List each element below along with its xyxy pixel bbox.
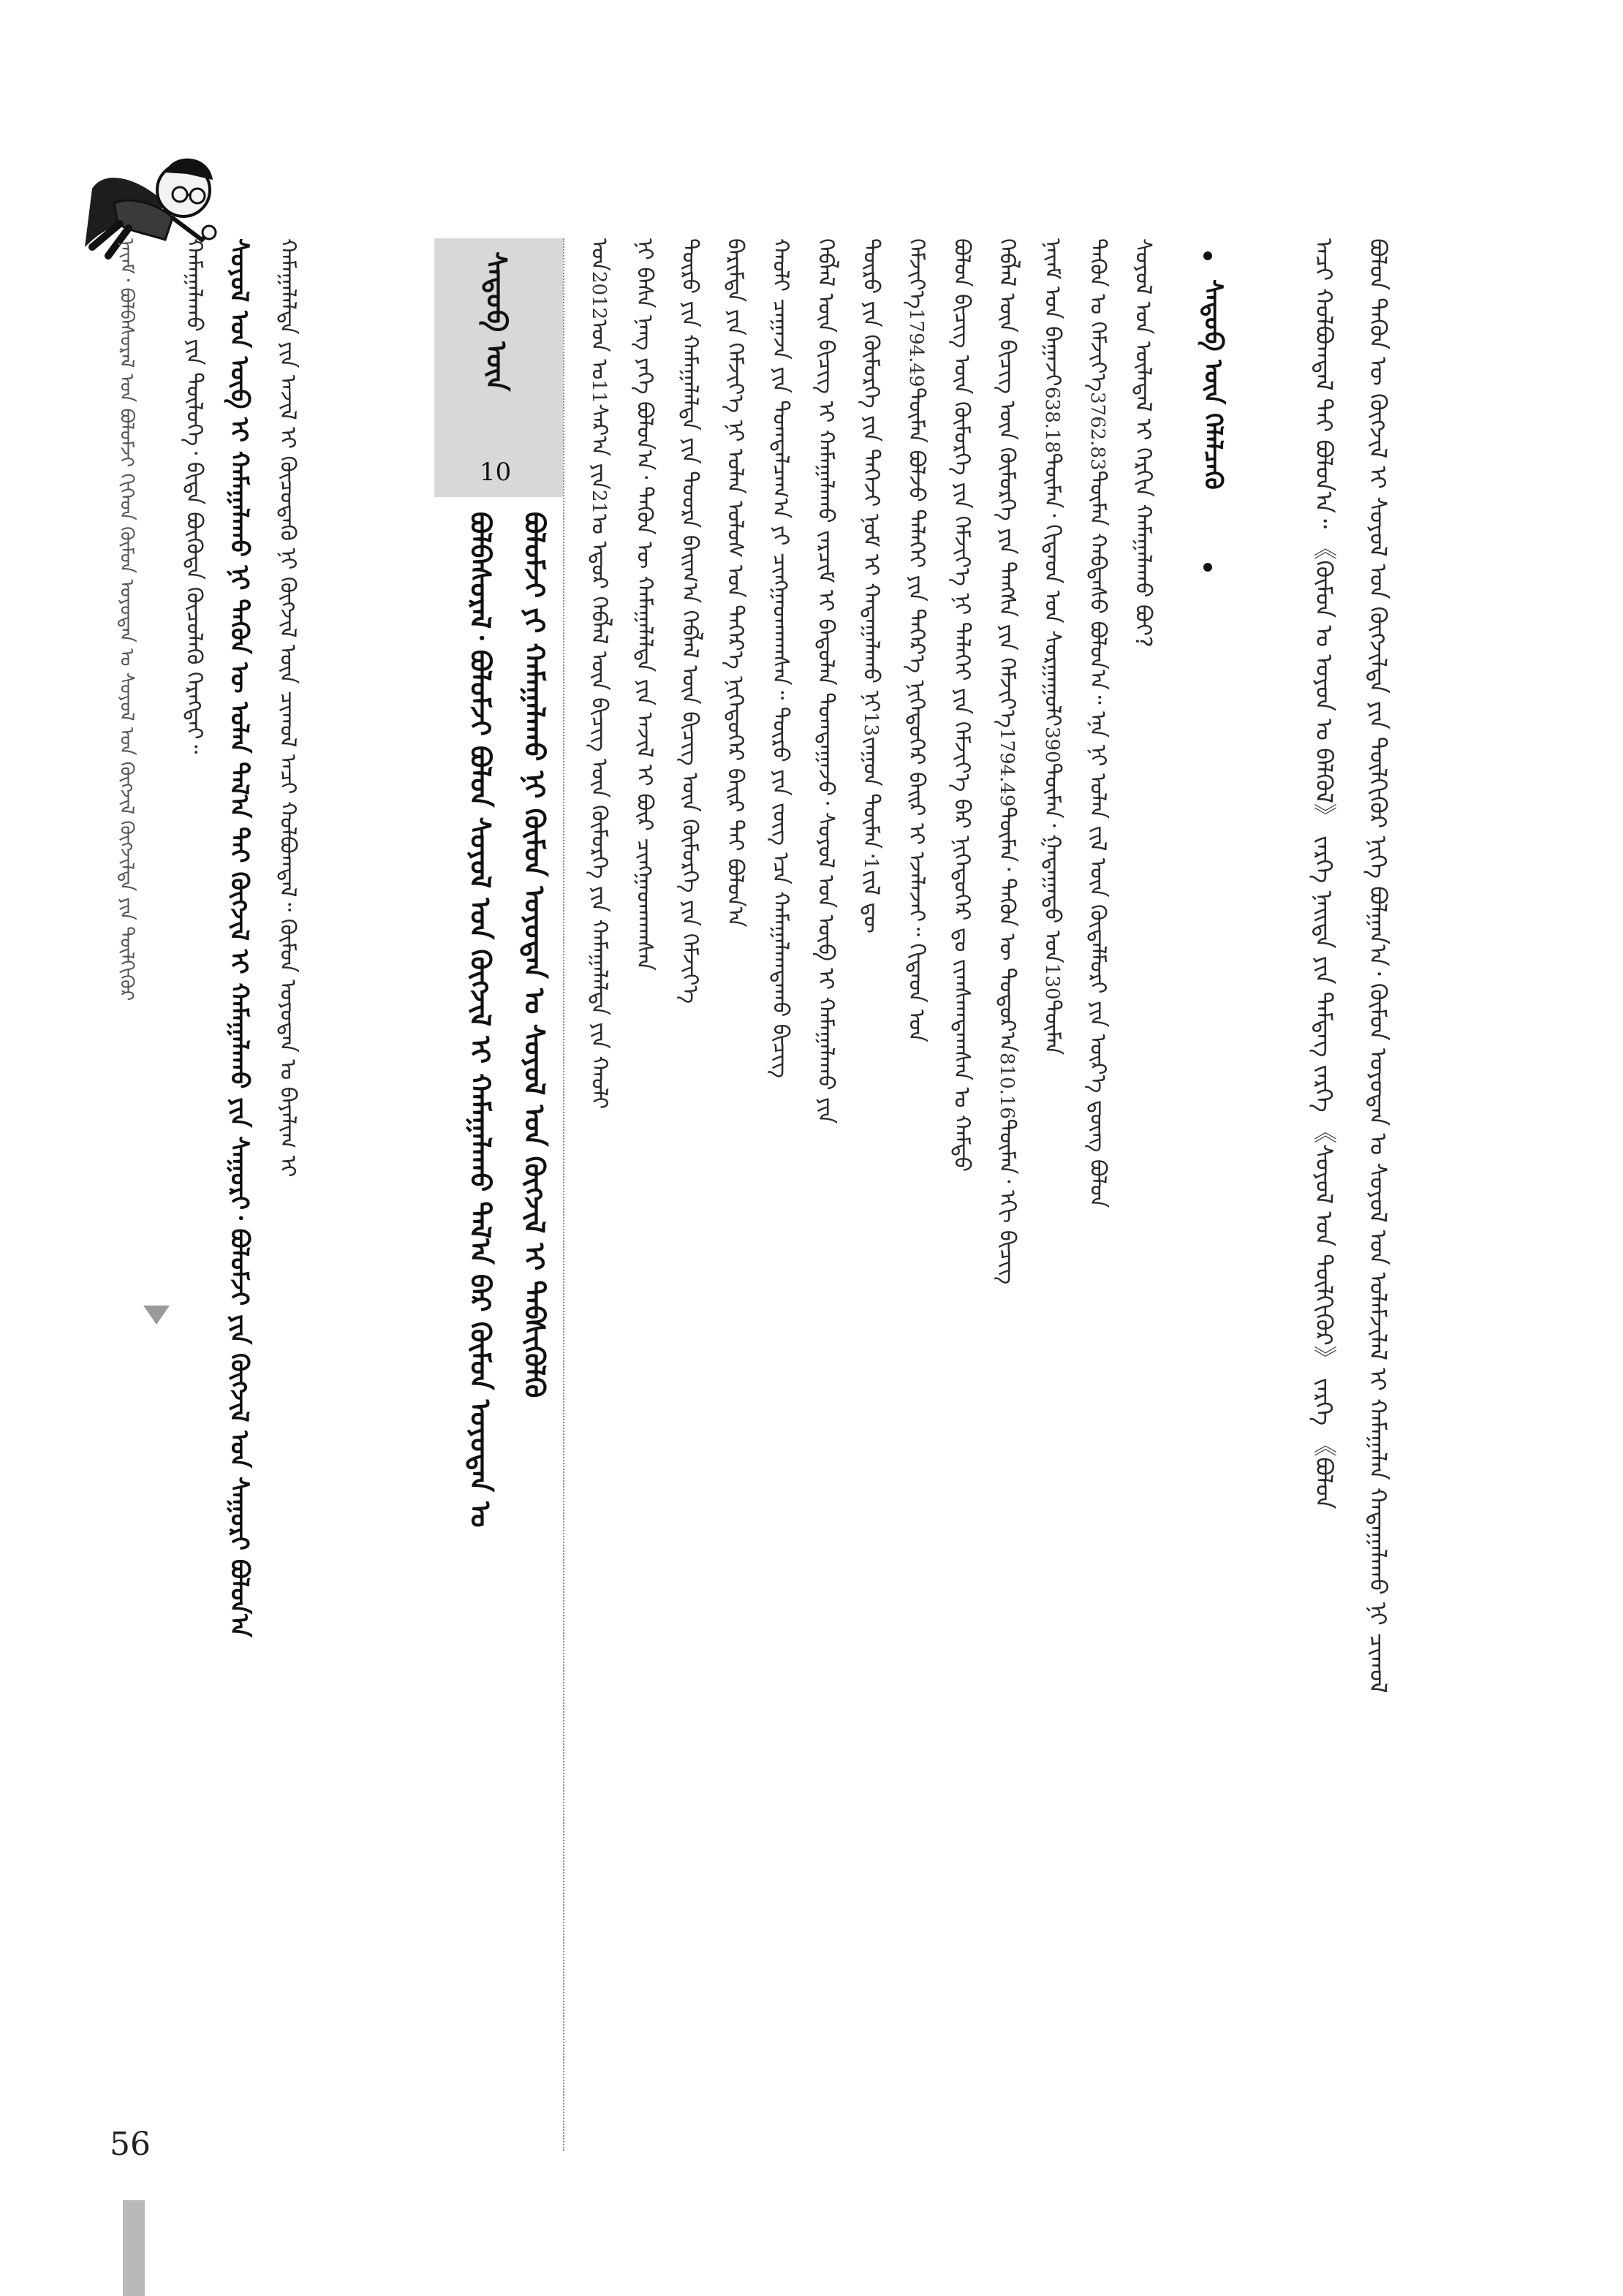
bullet-heading: ᠰᠡᠳᠦᠪ ᠦᠨ ᠬᠡᠯᠡᠯᠴᠡᠬᠦ xyxy=(1198,279,1227,490)
paragraph-2-line-2: ᠬᠠᠮᠠᠭᠠᠯᠠᠯᠲᠠ ᠶᠢᠨ ᠠᠵᠢᠯ ᠢ ᠬᠦᠴᠦᠳᠡᠬᠦ ᠨᠢ ᠬᠥᠭᠵᠢᠯ ᠦᠨ ᠴᠢᠬᠤᠯ ᠠᠴᠢ ᠬᠣᠯᠪᠣᠭᠳᠠᠯ᠃ ᠬᠦᠮᠦᠨ ᠣᠶᠣᠳᠠᠨ ᠤ ᠪᠠᠶᠠᠯᠢᠭ ᠢ xyxy=(275,238,300,1178)
body-column-1: ᠲᠡᠭᠦᠨ ᠤ ᠬᠡᠮᠵᠢᠶ᠎ᠡ3762.83ᠲᠦᠮᠡᠨ ᠬᠠᠪᠲᠠᠰᠤ ᠪᠣᠯᠤᠨ᠎ᠠ᠃ ᠡᠨᠡ ᠨᠢ ᠣᠯᠠᠨ ᠵᠢᠯ ᠦᠨ ᠬᠥᠳᠡᠯᠮᠦᠷᠢ ᠶᠢᠨ ᠦᠷ᠎ᠡ ᠳ᠋ᠦᠩ ᠪᠣᠯᠤᠨ xyxy=(1085,238,1111,1208)
paragraph-2-line-3: ᠬᠠᠮᠠᠭᠠᠯᠠᠬᠤ ᠶᠢᠨ ᠲᠥᠯᠥᠭᠡ᠂ ᠪᠢᠳᠡ ᠪᠦᠭᠦᠳᠡ ᠬᠦᠴᠦᠯᠡᠬᠦ ᠬᠡᠷᠡᠭᠲᠡᠢ᠃ xyxy=(181,238,207,754)
body-column-4: ᠪᠣᠯᠤᠨ ᠪᠢᠴᠢᠭ ᠦᠨ ᠬᠥᠮᠥᠷᠭᠡ ᠶᠢᠨ ᠬᠡᠮᠵᠢᠶ᠎ᠡ ᠨᠢ ᠳᠡᠯᠡᠬᠡᠢ ᠶᠢᠨ ᠬᠡᠮᠵᠢᠶ᠎ᠡ ᠪᠡᠷ ᠨᠢᠭᠡᠳᠦᠭᠡᠷ ᠳᠤ ᠵᠢᠭᠰᠠᠭᠳᠠᠭᠰᠠᠨ ᠤ ᠬᠠᠮᠲᠤ xyxy=(949,238,975,1172)
body-column-3: ᠬᠡᠪᠯᠡᠯ ᠦᠨ ᠪᠢᠴᠢᠭ ᠦᠨ ᠬᠥᠮᠥᠷᠭᠡ ᠶᠢᠨ ᠳᠠᠩᠰᠠ ᠶᠢᠨ ᠬᠡᠮᠵᠢᠶ᠎ᠡ1794.49ᠲᠦᠮᠡᠨ᠂ ᠲᠡᠭᠦᠨ ᠦ ᠳᠣᠲᠣᠷ᠎ᠠ810.16ᠲᠦᠮᠡᠨ᠂ ᠡᠬᠢ ᠪᠢᠴᠢᠭ xyxy=(994,238,1020,1285)
body-column-8: ᠬᠠᠤᠯᠢ ᠴᠠᠭᠠᠵᠠ ᠶᠢᠨ ᠲᠣᠭᠲᠠᠯᠴᠠᠭ᠎ᠠ ᠶᠢ ᠴᠢᠩᠭᠠᠳᠬᠠᠭᠰᠠᠨ᠃ ᠲᠥᠷᠥ ᠶᠢᠨ ᠵᠦᠭ ᠡᠴᠡ ᠬᠠᠮᠠᠭᠠᠯᠠᠭᠳᠠᠬᠤ ᠪᠢᠴᠢᠭ xyxy=(768,238,793,1078)
dotted-separator xyxy=(563,238,564,2151)
question-text: ᠰᠣᠶᠣᠯ ᠤᠨ ᠦᠯᠡᠳᠡᠯ ᠢ ᠬᠡᠷᠬᠢᠨ ᠬᠠᠮᠠᠭᠠᠯᠠᠬᠤ ᠪᠤᠢ? xyxy=(1130,238,1156,648)
body-column-6: ᠲᠥᠷᠥ ᠶᠢᠨ ᠬᠥᠮᠥᠷᠭᠡ ᠶᠢᠨ ᠳᠡᠭᠡᠵᠢ ᠨᠣᠮ ᠢ ᠬᠠᠳᠠᠭᠠᠯᠠᠬᠤ ᠨᠢ13ᠵᠠᠭᠤᠨ ᠲᠦᠮᠡᠨ᠂1ᠵᠢᠯ ᠳᠦ xyxy=(858,238,884,933)
triangle-down-icon xyxy=(143,1306,170,1325)
section-label: ᠰᠡᠳᠦᠪ ᠦᠨ xyxy=(480,251,512,392)
body-column-5: ᠬᠡᠮᠵᠢᠶ᠎ᠡ1794.49ᠲᠦᠮᠡᠨ ᠪᠣᠯᠵᠤ ᠳᠡᠯᠡᠬᠡᠢ ᠶᠢᠨ ᠳᠡᠭᠡᠷ᠎ᠡ ᠨᠢᠭᠡᠳᠦᠭᠡᠷ ᠪᠠᠢᠷ ᠢ ᠡᠵᠡᠯᠡᠵᠡᠢ᠃ ᠬᠢᠲᠠᠳ ᠤᠨ xyxy=(904,238,929,1042)
paragraph-1-line-1: ᠪᠣᠯᠤᠨ ᠲᠡᠭᠦᠨ ᠦ ᠬᠥᠭᠵᠢᠯ ᠢ ᠰᠣᠶᠣᠯ ᠤᠨ ᠬᠥᠭᠵᠢᠯᠲᠡ ᠶᠢᠨ ᠲᠦᠯᠬᠢᠭᠦᠷ ᠨᠢᠭᠡ ᠪᠣᠯᠭᠠᠨ᠎ᠠ᠂ ᠬᠦᠮᠦᠨ ᠣᠶᠣᠳᠠᠨ ᠤ ᠰᠣᠶᠣᠯ ᠤᠨ ᠤᠯᠠᠮᠵᠢᠯᠠᠯ ᠢ ᠬᠠᠮᠠᠭᠠᠯᠠᠨ ᠬᠠᠳᠠᠭᠠᠯᠠᠬᠤ ᠨᠢ ᠴᠢᠬᠤᠯ xyxy=(1364,238,1392,1694)
body-column-7: ᠬᠡᠪᠯᠡᠯ ᠦᠨ ᠪᠢᠴᠢᠭ ᠢ ᠬᠠᠮᠠᠭᠠᠯᠠᠬᠤ ᠵᠠᠷᠴᠢᠮ ᠢ ᠪᠠᠲᠤᠯᠠᠨ ᠲᠣᠭᠲᠠᠭᠠᠵᠤ᠂ ᠰᠣᠶᠣᠯ ᠤᠨ ᠥᠪ ᠢ ᠬᠠᠮᠠᠭᠠᠯᠠᠬᠤ ᠶᠢᠨ xyxy=(813,238,839,1124)
section-heading-box xyxy=(434,238,563,497)
paragraph-2-line-1: ᠰᠣᠶᠣᠯ ᠤᠨ ᠥᠪ ᠢ ᠬᠠᠮᠠᠭᠠᠯᠠᠬᠤ ᠨᠢ ᠲᠡᠭᠦᠨ ᠦ ᠣᠯᠠᠨ ᠲᠠᠯ᠎ᠠ ᠲᠠᠢ ᠬᠥᠭᠵᠢᠯ ᠢ ᠬᠠᠮᠠᠭᠠᠯᠠᠬᠤ ᠶᠢᠨ ᠰᠠᠭᠤᠷᠢ᠂ ᠪᠣᠯᠤᠮᠵᠢ ᠶᠢᠨ ᠬᠥᠭᠵᠢᠯ ᠤᠨ ᠰᠠᠭᠤᠷᠢ ᠪᠣᠯᠤᠨ᠎ᠠ xyxy=(224,238,254,1637)
bullet-bottom-icon xyxy=(1203,563,1212,572)
section-title-line-2: ᠪᠣᠯᠤᠮᠵᠢ ᠶᠢ ᠬᠠᠮᠠᠭᠠᠯᠠᠬᠤ ᠨᠢ ᠬᠦᠮᠦᠨ ᠣᠶᠣᠳᠠᠨ ᠤ ᠰᠣᠶᠣᠯ ᠤᠨ ᠬᠥᠭᠵᠢᠯ ᠢ ᠳᠡᠪᠰᠢᠭᠦᠯᠬᠦ xyxy=(518,512,551,1398)
body-column-9: ᠪᠠᠷᠢᠮᠲᠠ ᠶᠢᠨ ᠬᠡᠮᠵᠢᠶ᠎ᠡ ᠨᠢ ᠣᠯᠠᠨ ᠤᠯᠤᠰ ᠤᠨ ᠳᠡᠭᠡᠷ᠎ᠡ ᠨᠢᠭᠡᠳᠦᠭᠡᠷ ᠪᠠᠢᠷ ᠲᠠᠢ ᠪᠣᠯᠤᠨ᠎ᠠ xyxy=(722,238,748,928)
running-head: ᠨᠠᠶ᠋ᠠᠮ᠂ ᠪᠣᠯᠪᠠᠰᠤᠷᠠᠯ ᠤᠨ ᠪᠣᠯᠤᠮᠵᠢ ᠬᠢᠭᠡᠳ ᠬᠦᠮᠦᠨ ᠣᠶᠣᠳᠠᠨ ᠤ ᠰᠣᠶᠣᠯ ᠤᠨ ᠬᠥᠭᠵᠢᠯ ᠬᠥᠭᠵᠢᠯᠲᠡ ᠶᠢᠨ ᠲᠦᠯᠬᠢᠭᠦᠷ xyxy=(116,238,137,1001)
body-column-2: ᠨᠠᠶ᠋ᠠᠮ ᠤᠨ ᠪᠠᠭᠠᠵᠢ638.18ᠲᠦᠮᠡᠨ᠂ ᠬᠢᠲᠠᠳ ᠤᠨ ᠰᠤᠷᠭᠠᠭᠤᠯᠢ390ᠲᠦᠮᠡᠨ᠂ ᠭᠠᠳᠠᠭᠠᠳᠤ ᠤᠨ130ᠲᠦᠮᠡᠨ xyxy=(1040,238,1065,1056)
body-column-11: ᠨᠢ ᠪᠠᠰᠠ ᠨᠡᠩ ᠶᠡᠬᠡ ᠪᠣᠯᠤᠨ᠎ᠠ᠂ ᠲᠡᠭᠦᠨ ᠦ ᠬᠠᠮᠠᠭᠠᠯᠠᠯᠲᠠ ᠶᠢᠨ ᠠᠵᠢᠯ ᠢ ᠪᠦᠷ ᠴᠢᠩᠭᠠᠳᠬᠠᠭᠰᠠᠨ xyxy=(632,238,657,971)
body-column-12: ᠣᠨ2012ᠤᠨ ᠤ11ᠰᠠᠷ᠎ᠠ ᠶᠢᠨ21ᠤ ᠡᠳᠦᠷ ᠬᠡᠪᠯᠡᠯ ᠦᠨ ᠪᠢᠴᠢᠭ ᠦᠨ ᠬᠥᠮᠥᠷᠭᠡ ᠶᠢᠨ ᠬᠠᠮᠠᠭᠠᠯᠠᠯᠲᠠ ᠶᠢᠨ ᠬᠠᠤᠯᠢ xyxy=(586,238,612,1110)
page-number: 56 xyxy=(110,2126,151,2163)
bullet-top-icon xyxy=(1203,251,1212,260)
page-edge-bar xyxy=(123,2200,145,2296)
paragraph-1-line-2: ᠠᠴᠢ ᠬᠣᠯᠪᠣᠭᠳᠠᠯ ᠲᠠᠢ ᠪᠣᠯᠤᠨ᠎ᠠ᠃ 《ᠬᠦᠮᠦᠨ ᠤ ᠣᠶᠣᠨ ᠤ ᠪᠡᠯᠬᠦᠯ》 ᠵᠡᠷᠭᠡ ᠨᠡᠢᠲᠡ ᠶᠢᠨ ᠲᠡᠮᠳᠡᠭ ᠵᠡᠷᠭᠡ 《ᠰᠣᠶᠣᠯ ᠤᠨ ᠲᠦᠯᠬᠢᠭᠦᠷ》 ᠵᠡᠷᠭᠡ 《ᠪᠣᠯᠤᠨ xyxy=(1310,238,1338,1509)
section-number: 10 xyxy=(480,458,512,487)
section-title-line-1: ᠪᠣᠯᠪᠠᠰᠤᠷᠠᠯ᠂ ᠪᠣᠯᠤᠮᠵᠢ ᠪᠣᠯᠤᠨ ᠰᠣᠶᠣᠯ ᠤᠨ ᠬᠥᠭᠵᠢᠯ ᠢ ᠬᠠᠮᠠᠭᠠᠯᠠᠬᠤ ᠲᠠᠯ᠎ᠠ ᠪᠠᠷ ᠬᠦᠮᠦᠨ ᠣᠶᠣᠳᠠᠨ ᠤ xyxy=(464,512,496,1528)
body-column-10: ᠲᠥᠷᠥ ᠶᠢᠨ ᠬᠠᠮᠠᠭᠠᠯᠠᠯᠲᠠ ᠶᠢᠨ ᠳᠣᠣᠷᠠ ᠪᠠᠢᠭ᠎ᠠ ᠬᠡᠪᠯᠡᠯ ᠦᠨ ᠪᠢᠴᠢᠭ ᠦᠨ ᠬᠥᠮᠥᠷᠭᠡ ᠶᠢᠨ ᠬᠡᠮᠵᠢᠶ᠎ᠡ xyxy=(677,238,703,1004)
